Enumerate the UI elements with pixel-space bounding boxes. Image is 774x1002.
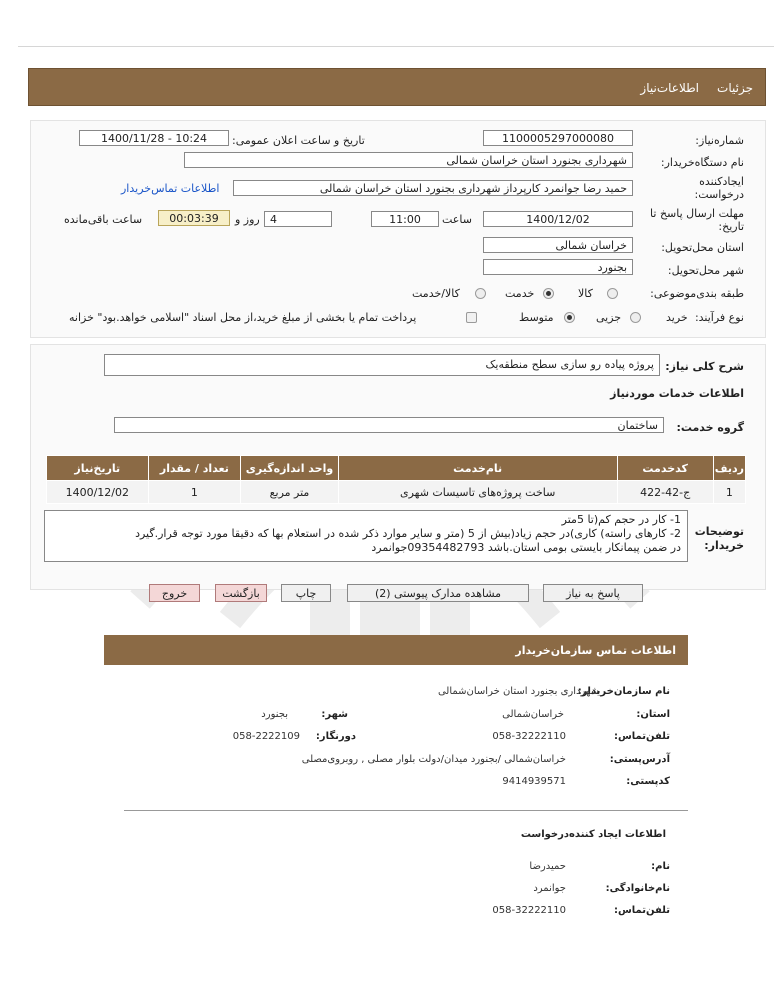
col-service-name: نام‌خدمت bbox=[338, 456, 617, 481]
process-medium-label: متوسط bbox=[519, 311, 554, 324]
days-field: 4 bbox=[264, 211, 332, 227]
creator-name-label: نام: bbox=[651, 861, 670, 872]
process-buy-label: خرید bbox=[666, 311, 688, 324]
creator-phone-value: 058-32222110 bbox=[492, 905, 566, 916]
notes-line-2: 2- کارهای راسته) کاری)در حجم زیاد(بیش از 5 (متر و سایر موارد ذکر شده در استعلام بها که دقیقا مورد توجه قرار.گیرد bbox=[135, 527, 681, 540]
org-name-label: نام سازمان‌خریدار: bbox=[577, 686, 670, 697]
process-medium-radio[interactable] bbox=[564, 312, 575, 323]
address-label: آدرس‌پستی: bbox=[609, 754, 670, 765]
cell-need-date: 1400/12/02 bbox=[47, 481, 149, 504]
notes-label: توضیحات خریدار: bbox=[694, 525, 744, 552]
creator-field: حمید رضا جوانمرد کارپرداز شهرداری بجنورد استان خراسان شمالی bbox=[233, 180, 633, 196]
need-number-label: شماره‌نیاز: bbox=[695, 134, 744, 147]
table-row bbox=[47, 481, 746, 504]
service-group-field: ساختمان bbox=[114, 417, 664, 433]
top-divider bbox=[18, 46, 774, 47]
reply-button[interactable]: پاسخ به نیاز bbox=[543, 584, 643, 602]
city-field: بجنورد bbox=[483, 259, 633, 275]
category-goods-service-radio[interactable] bbox=[475, 288, 486, 299]
col-quantity: تعداد / مقدار bbox=[148, 456, 241, 481]
deadline-label: مهلت ارسال پاسخ تا تاریخ: bbox=[650, 207, 744, 233]
services-heading: اطلاعات خدمات موردنیاز bbox=[610, 387, 744, 400]
summary-title-field: پروژه پیاده رو سازی سطح منطقه‌یک bbox=[104, 354, 660, 376]
back-button[interactable]: بازگشت bbox=[215, 584, 267, 602]
need-number-field: 1100005297000080 bbox=[483, 130, 633, 146]
contact-phone-label: تلفن‌تماس: bbox=[613, 731, 670, 742]
view-documents-button[interactable]: مشاهده مدارک پیوستی (2) bbox=[347, 584, 529, 602]
contact-heading: اطلاعات تماس سازمان‌خریدار bbox=[515, 644, 676, 657]
buyer-org-label: نام دستگاه‌خریدار: bbox=[660, 156, 744, 169]
table-header-row bbox=[47, 456, 746, 481]
creator-phone-label: تلفن‌تماس: bbox=[613, 905, 670, 916]
cell-service-code: ج-42-422 bbox=[617, 481, 713, 504]
buyer-contact-link[interactable]: اطلاعات تماس‌خریدار bbox=[121, 182, 220, 195]
province-label: استان محل‌تحویل: bbox=[661, 241, 744, 254]
service-group-label: گروه خدمت: bbox=[676, 421, 744, 434]
contact-city-label: شهر: bbox=[321, 709, 348, 720]
postal-code-label: کد‌پستی: bbox=[626, 776, 670, 787]
creator-name-value: حمیدرضا bbox=[529, 861, 566, 872]
contact-divider bbox=[124, 810, 688, 811]
remaining-label: ساعت باقی‌مانده bbox=[64, 213, 143, 226]
creator-label: ایجادکننده درخواست: bbox=[694, 175, 744, 201]
page-header bbox=[28, 68, 766, 106]
col-unit: واحد اندازه‌گیری bbox=[241, 456, 339, 481]
creator-family-value: جوانمرد bbox=[533, 883, 566, 894]
cell-row: 1 bbox=[713, 481, 745, 504]
services-table bbox=[46, 455, 746, 504]
exit-button[interactable]: خروج bbox=[149, 584, 200, 602]
category-goods-radio[interactable] bbox=[607, 288, 618, 299]
contact-city-value: بجنورد bbox=[261, 709, 288, 720]
postal-code-value: 9414939571 bbox=[502, 776, 566, 787]
category-service-label: خدمت bbox=[505, 287, 535, 300]
category-goods-label: کالا bbox=[578, 287, 593, 300]
notes-line-1: 1- کار در حجم کم(تا 5متر bbox=[561, 513, 681, 526]
contact-fax-label: دورنگار: bbox=[315, 731, 356, 742]
cell-service-name: ساخت پروژه‌های تاسیسات شهری bbox=[338, 481, 617, 504]
payment-checkbox[interactable] bbox=[466, 312, 477, 323]
contact-province-label: استان: bbox=[636, 709, 670, 720]
col-row: ردیف bbox=[713, 456, 745, 481]
announce-label: تاریخ و ساعت اعلان عمومی: bbox=[232, 134, 365, 147]
col-need-date: تاریخ‌نیاز bbox=[47, 456, 149, 481]
remaining-time-field: 00:03:39 bbox=[158, 210, 230, 226]
address-value: خراسان‌شمالی /بجنورد میدان/دولت بلوار مصلی , روبروی‌مصلی bbox=[301, 754, 566, 765]
cell-quantity: 1 bbox=[148, 481, 241, 504]
tab-details[interactable]: جزئیات bbox=[717, 81, 753, 95]
province-field: خراسان شمالی bbox=[483, 237, 633, 253]
contact-heading-bar bbox=[104, 635, 688, 665]
category-service-radio[interactable] bbox=[543, 288, 554, 299]
org-name-value: شهرداری بجنورد استان خراسان‌شمالی bbox=[437, 686, 599, 697]
contact-phone-value: 058-32222110 bbox=[492, 731, 566, 742]
process-label: نوع فرآیند: bbox=[694, 311, 744, 324]
summary-title-label: شرح کلی نیاز: bbox=[665, 360, 744, 373]
creator-heading: اطلاعات ایجاد کننده‌درخواست bbox=[520, 829, 666, 840]
deadline-time-field: 11:00 bbox=[371, 211, 439, 227]
process-small-radio[interactable] bbox=[630, 312, 641, 323]
contact-fax-value: 058-2222109 bbox=[232, 731, 300, 742]
print-button[interactable]: چاپ bbox=[281, 584, 331, 602]
creator-family-label: نام‌خانوادگی: bbox=[605, 883, 670, 894]
announce-field: 1400/11/28 - 10:24 bbox=[79, 130, 229, 146]
buyer-org-field: شهرداری بجنورد استان خراسان شمالی bbox=[184, 152, 633, 168]
category-goods-service-label: کالا/خدمت bbox=[412, 287, 460, 300]
tab-need-info[interactable]: اطلاعات‌نیاز bbox=[640, 81, 699, 95]
city-label: شهر محل‌تحویل: bbox=[667, 264, 744, 277]
category-label: طبقه بندی‌موضوعی: bbox=[650, 287, 744, 300]
cell-unit: متر مربع bbox=[241, 481, 339, 504]
notes-line-3: در ضمن پیمانکار بایستی بومی استان.باشد 09354482793جوانمرد bbox=[371, 541, 681, 554]
contact-province-value: خراسان‌شمالی bbox=[502, 709, 564, 720]
process-small-label: جزیی bbox=[596, 311, 622, 324]
time-label: ساعت bbox=[442, 213, 472, 226]
payment-text: پرداخت تمام یا بخشی از مبلغ خرید،از محل اسناد "اسلامی خواهد.بود" خزانه bbox=[69, 311, 417, 324]
deadline-date-field: 1400/12/02 bbox=[483, 211, 633, 227]
col-service-code: کدخدمت bbox=[617, 456, 713, 481]
days-label: روز و bbox=[235, 213, 260, 226]
notes-box bbox=[44, 510, 688, 562]
